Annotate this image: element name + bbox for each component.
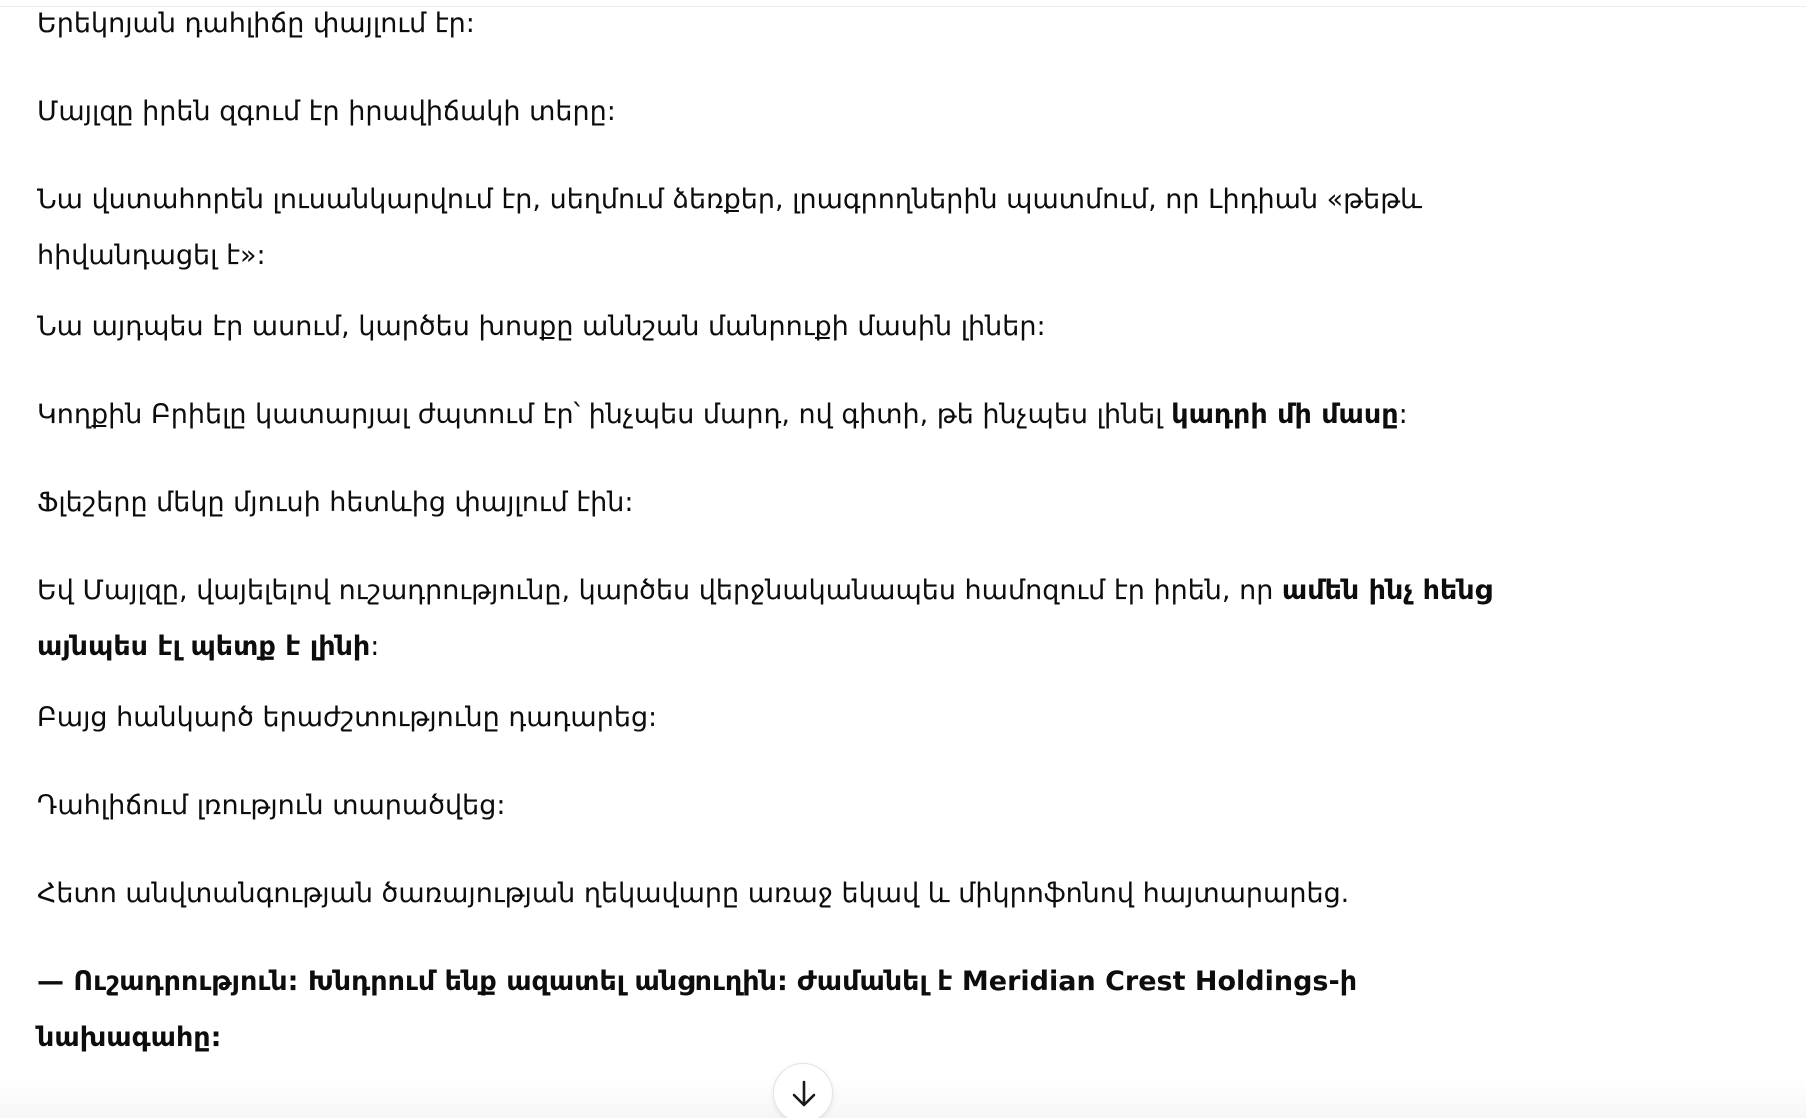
- text-span: :: [1398, 399, 1408, 430]
- paragraph: [37, 690, 657, 746]
- paragraph: [37, 84, 616, 140]
- text-span: Կողքին Բրիելը կատարյալ ժպտում էր՝ ինչպես մարդ, ով գիտի, թե ինչպես լինել: [37, 399, 1172, 430]
- paragraph: [37, 299, 1046, 355]
- text-span: Ֆլեշերը մեկը մյուսի հետևից փայլում էին:: [37, 487, 634, 518]
- paragraph-line: [37, 84, 616, 140]
- text-span: Երեկոյան դահլիճը փայլում էր:: [37, 8, 475, 39]
- text-span: Հետո անվտանգության ծառայության ղեկավարը առաջ եկավ և միկրոֆոնով հայտարարեց.: [37, 878, 1350, 909]
- bold-text: ամեն ինչ հենց: [1281, 575, 1493, 606]
- paragraph-line: [37, 954, 1357, 1010]
- paragraph-line: [37, 619, 1492, 675]
- paragraph: [37, 0, 475, 52]
- text-span: Եվ Մայլզը, վայելելով ուշադրությունը, կարծես վերջնականապես համոզում էր իրեն, որ: [37, 575, 1282, 606]
- bold-text: կադրի մի մասը: [1171, 399, 1399, 430]
- paragraph-line: [37, 172, 1422, 228]
- arrow-down-icon: [789, 1078, 819, 1110]
- scroll-to-bottom-button[interactable]: [773, 1063, 833, 1118]
- paragraph-line: [37, 866, 1349, 922]
- bottom-fade: [0, 1078, 1806, 1118]
- paragraph-line: [37, 387, 1408, 443]
- text-span: Մայլզը իրեն զգում էր իրավիճակի տերը:: [37, 96, 616, 127]
- paragraph: [37, 563, 1492, 675]
- paragraph-line: [37, 1010, 1357, 1066]
- bold-text: — Ուշադրություն: Խնդրում ենք ազատել անցուղին: Ժամանել է Meridian Crest Holdings-ի: [37, 966, 1358, 997]
- text-span: Նա այդպես էր ասում, կարծես խոսքը աննշան մանրուքի մասին լիներ:: [37, 311, 1046, 342]
- paragraph-line: [37, 0, 475, 52]
- text-span: Դահլիճում լռություն տարածվեց:: [37, 790, 506, 821]
- paragraph-line: [37, 690, 657, 746]
- paragraph: [37, 172, 1422, 284]
- text-span: հիվանդացել է»:: [37, 240, 266, 271]
- paragraph-line: [37, 228, 1422, 284]
- paragraph-line: [37, 563, 1492, 619]
- bold-text: այնպես էլ պետք է լինի: [37, 631, 371, 662]
- paragraph: [37, 954, 1357, 1066]
- paragraph-line: [37, 299, 1046, 355]
- text-span: Նա վստահորեն լուսանկարվում էր, սեղմում ձեռքեր, լրագրողներին պատմում, որ Լիդիան «թեթև: [37, 184, 1423, 215]
- paragraph: [37, 387, 1408, 443]
- text-span: :: [370, 631, 380, 662]
- paragraph: [37, 866, 1349, 922]
- text-span: Բայց հանկարծ երաժշտությունը դադարեց:: [37, 702, 658, 733]
- paragraph: [37, 475, 634, 531]
- bold-text: նախագահը:: [37, 1022, 222, 1053]
- paragraph-line: [37, 475, 634, 531]
- paragraph: [37, 778, 505, 834]
- paragraph-line: [37, 778, 505, 834]
